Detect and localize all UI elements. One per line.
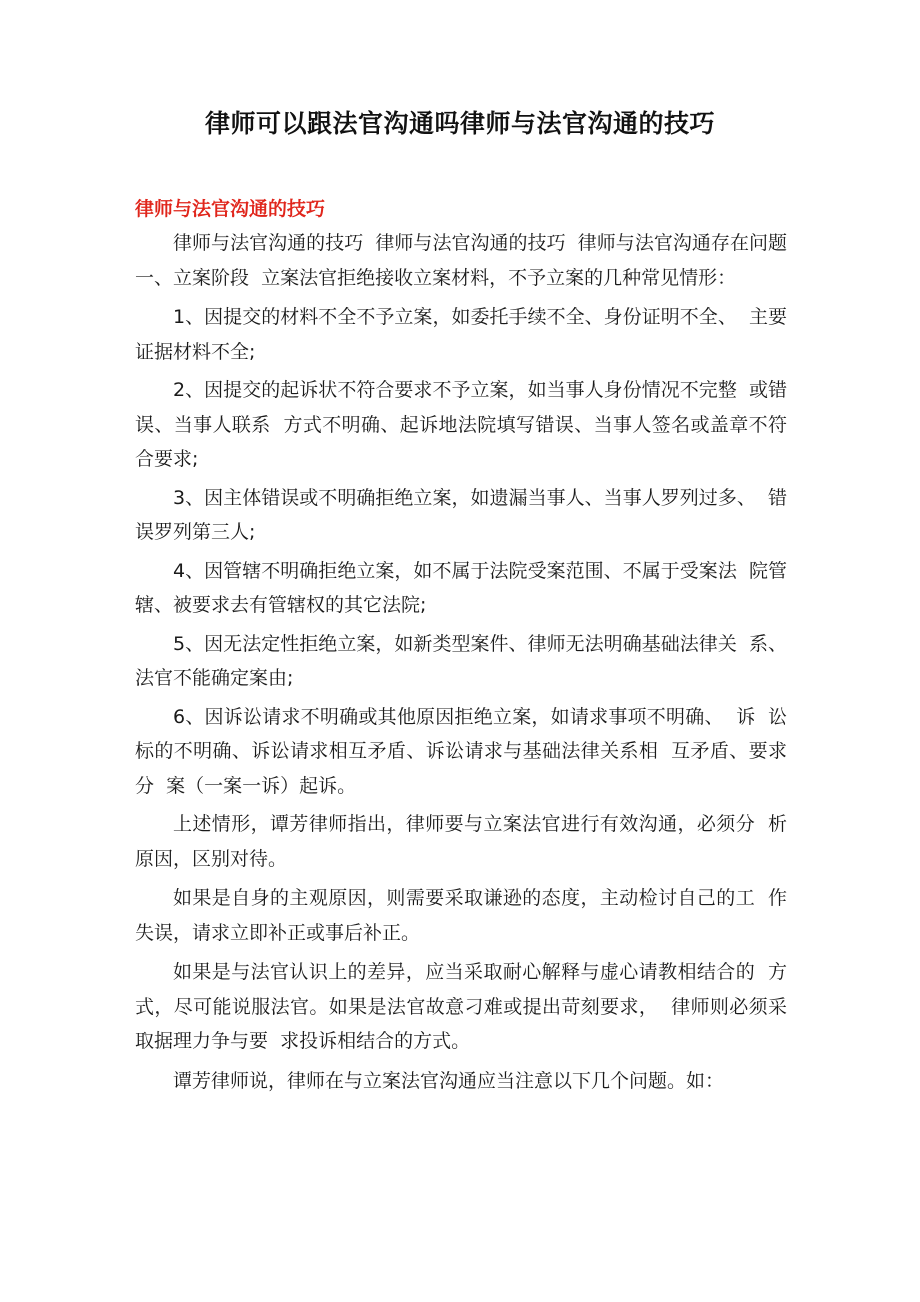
body-paragraph: 如果是自身的主观原因，则需要采取谦逊的态度，主动检讨自己的工 作失误，请求立即补正或事后补正。 [135, 887, 787, 944]
document-title: 律师可以跟法官沟通吗律师与法官沟通的技巧 [204, 109, 715, 138]
list-item: 6、因诉讼请求不明确或其他原因拒绝立案，如请求事项不明确、 诉 讼标的不明确、诉讼请求相互矛盾、诉讼请求与基础法律关系相 互矛盾、要求分 案（一案一诉）起诉。 [135, 705, 787, 797]
list-item: 1、因提交的材料不全不予立案，如委托手续不全、身份证明不全、 主要证据材料不全; [135, 306, 787, 363]
list-item: 5、因无法定性拒绝立案，如新类型案件、律师无法明确基础法律关 系、法官不能确定案由; [135, 632, 787, 689]
intro-paragraph: 律师与法官沟通的技巧 律师与法官沟通的技巧 律师与法官沟通存在问题一、立案阶段 立案法官拒绝接收立案材料，不予立案的几种常见情形： [135, 232, 787, 289]
list-item: 2、因提交的起诉状不符合要求不予立案，如当事人身份情况不完整 或错误、当事人联系 方式不明确、起诉地法院填写错误、当事人签名或盖章不符合要求; [135, 379, 787, 470]
body-paragraph: 如果是与法官认识上的差异，应当采取耐心解释与虚心请教相结合的 方式，尽可能说服法官。如果是法官故意刁难或提出苛刻要求， 律师则必须采取据理力争与要 求投诉相结合的方式。 [135, 961, 787, 1052]
list-item: 4、因管辖不明确拒绝立案，如不属于法院受案范围、不属于受案法 院管辖、被要求去有管辖权的其它法院; [135, 559, 787, 616]
body-paragraph: 上述情形，谭芳律师指出，律师要与立案法官进行有效沟通，必须分 析原因，区别对待。 [135, 813, 787, 870]
body-paragraph: 谭芳律师说，律师在与立案法官沟通应当注意以下几个问题。如： [173, 1069, 725, 1092]
list-item: 3、因主体错误或不明确拒绝立案，如遗漏当事人、当事人罗列过多、 错误罗列第三人; [135, 486, 787, 543]
document-body [135, 226, 787, 1103]
section-heading: 律师与法官沟通的技巧 [135, 198, 326, 220]
